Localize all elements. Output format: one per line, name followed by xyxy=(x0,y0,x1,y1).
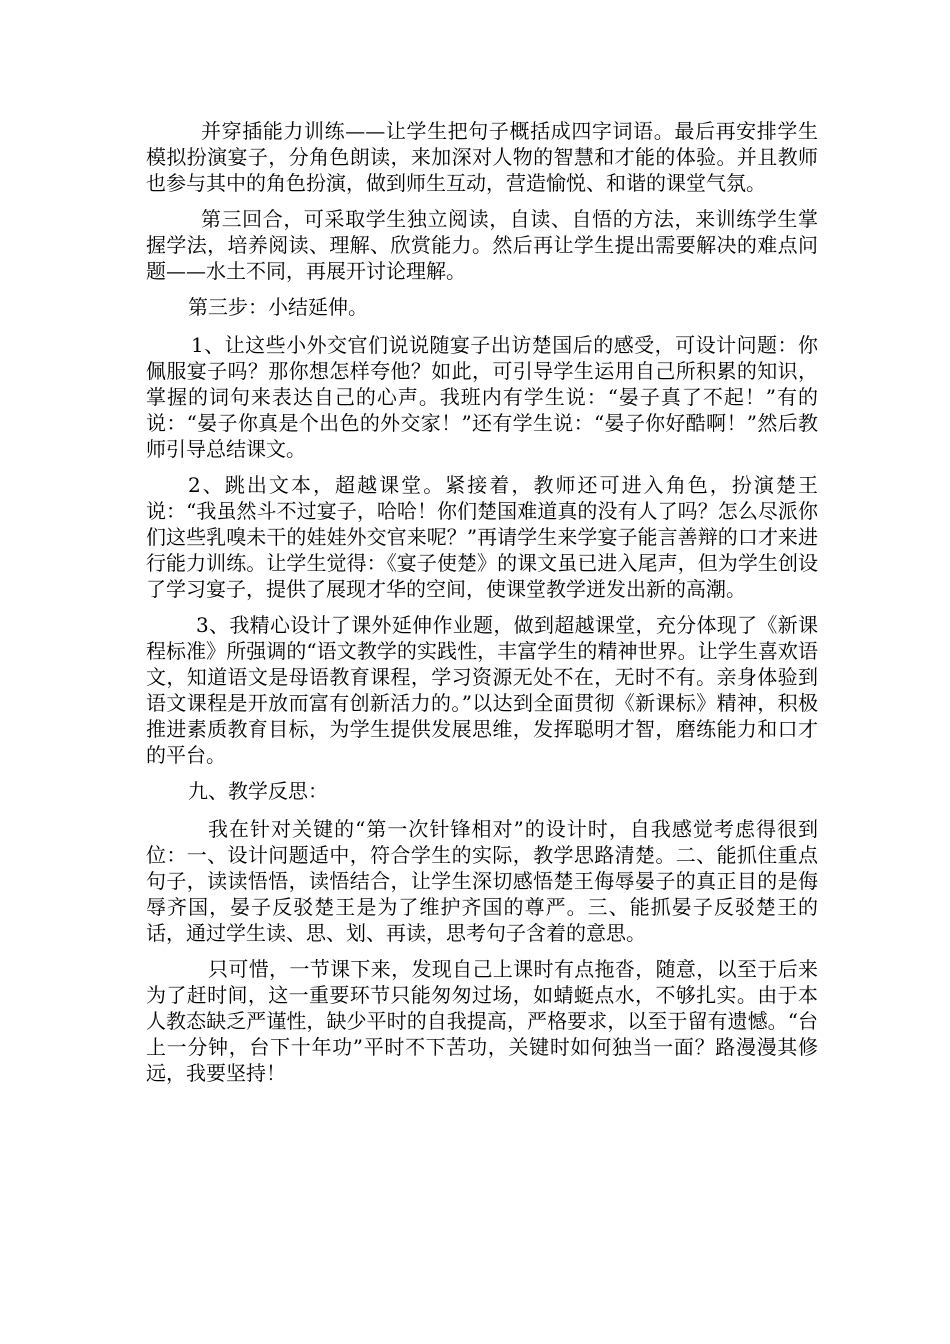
paragraph-role-play: 并穿插能力训练——让学生把句子概括成四字词语。最后再安排学生模拟扮演宴子，分角色朗读，来加深对人物的智慧和才能的体验。并且教师也参与其中的角色扮演，做到师生互动，营造愉悦、和谐的课堂气氛。 xyxy=(146,119,818,195)
paragraph-point-1: 1、让这些小外交官们说说随宴子出访楚国后的感受，可设计问题：你佩服宴子吗？那你想怎样夸他？如此，可引导学生运用自己所积累的知识，掌握的词句来表达自己的心声。我班内有学生说：“晏子真了不起！”有的说：“晏子你真是个出色的外交家！”还有学生说：“晏子你好酷啊！”然后教师引导总结课文。 xyxy=(146,333,818,461)
document-page xyxy=(146,118,818,1096)
paragraph-reflection-regret: 只可惜，一节课下来，发现自己上课时有点拖沓，随意，以至于后来为了赶时间，这一重要环节只能匆匆过场，如蜻蜓点水，不够扎实。由于本人教态缺乏严谨性，缺少平时的自我提高，严格要求，以至于留有遗憾。“台上一分钟，台下十年功”平时不下苦功，关键时如何独当一面？路漫漫其修远，我要坚持！ xyxy=(146,957,818,1085)
paragraph-reflection-positive: 我在针对关键的“第一次针锋相对”的设计时，自我感觉考虑得很到位：一、设计问题适中，符合学生的实际，教学思路清楚。二、能抓住重点句子，读读悟悟，读悟结合，让学生深切感悟楚王侮辱晏子的真正目的是侮辱齐国，晏子反驳楚王是为了维护齐国的尊严。三、能抓晏子反驳楚王的话，通过学生读、思、划、再读，思考句子含着的意思。 xyxy=(146,817,818,945)
heading-step-three: 第三步：小结延伸。 xyxy=(188,295,368,319)
paragraph-point-2: 2、跳出文本，超越课堂。紧接着，教师还可进入角色，扮演楚王说：“我虽然斗不过宴子，哈哈！你们楚国难道真的没有人了吗？怎么尽派你们这些乳嗅未干的娃娃外交官来呢？”再请学生来学宴子能言善辩的口才来进行能力训练。让学生觉得：《宴子使楚》的课文虽已进入尾声，但为学生创设了学习宴子，提供了展现才华的空间，使课堂教学迸发出新的高潮。 xyxy=(146,473,818,601)
heading-teaching-reflection: 九、教学反思： xyxy=(188,779,328,803)
paragraph-point-3: 3、我精心设计了课外延伸作业题，做到超越课堂，充分体现了《新课程标准》所强调的“语文教学的实践性，丰富学生的精神世界。让学生喜欢语文，知道语文是母语教育课程，学习资源无处不在，无时不有。亲身体验到语文课程是开放而富有创新活力的。”以达到全面贯彻《新课标》精神，积极推进素质教育目标，为学生提供发展思维，发挥聪明才智，磨练能力和口才的平台。 xyxy=(146,613,818,767)
paragraph-round-three: 第三回合，可采取学生独立阅读，自读、自悟的方法，来训练学生掌握学法，培养阅读、理解、欣赏能力。然后再让学生提出需要解决的难点问题——水土不同，再展开讨论理解。 xyxy=(146,207,818,283)
